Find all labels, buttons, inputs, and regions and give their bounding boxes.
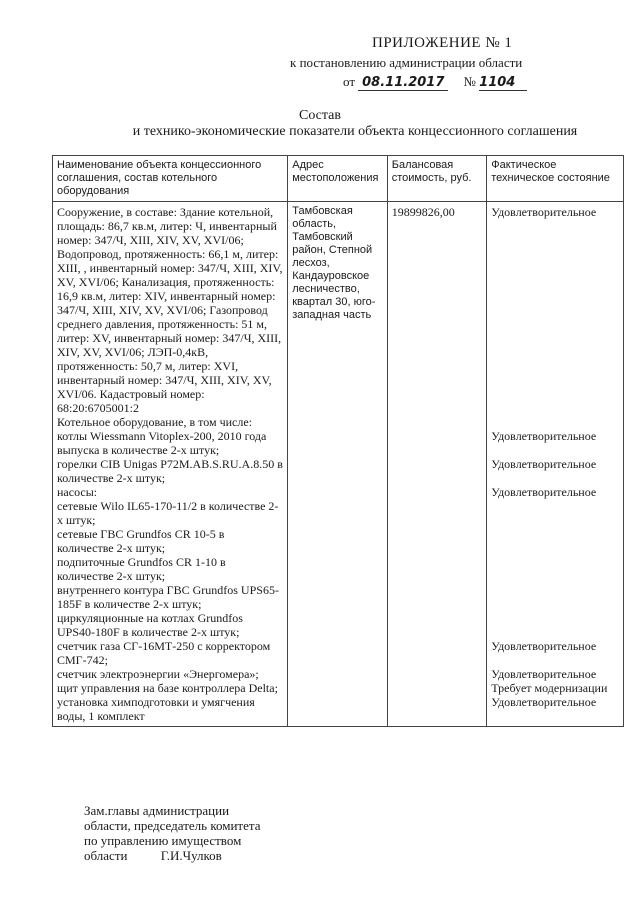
signature-block [84,803,260,863]
header-balance: Балансовая стоимость, руб. [387,156,487,202]
list-item: установка химподготовки и умягчения воды, 1 комплект [57,695,255,723]
signature-line-4 [84,848,260,863]
status-building: Удовлетворительное [491,205,597,219]
table-header-row [53,156,624,202]
status-cell [487,202,624,727]
list-item: щит управления на базе контроллера Delta; [57,681,278,695]
concession-object-table [52,155,624,727]
status-control-panel: Требует модернизации [491,681,608,695]
appendix-date-line [343,74,527,91]
list-item: насосы: [57,485,98,499]
status-gas-meter: Удовлетворительное [491,639,597,653]
signature-line-2: области, председатель комитета [84,818,261,833]
document-title: Состав [298,108,341,123]
list-item: счетчик электроэнергии «Энергомера»; [57,667,259,681]
list-item: сетевые Wilo IL65-170-11/2 в количестве 2-х штук; [57,499,279,527]
status-power-meter: Удовлетворительное [491,667,597,681]
status-burners: Удовлетворительное [491,457,597,471]
header-address: Адрес местоположения [288,156,388,202]
list-item: подпиточные Grundfos CR 1-10 в количестве 2-х штук; [57,555,226,583]
list-item: циркуляционные на котлах Grundfos UPS40-180F в количестве 2-х штук; [57,611,243,639]
signature-line-3: по управлению имуществом [84,833,242,848]
table-row [53,202,624,727]
from-label: от [343,74,356,89]
signatory-name: Г.И.Чулков [160,848,222,863]
decree-date: 08.11.2017 [358,75,448,91]
list-item: сетевые ГВС Grundfos CR 10-5 в количестве 2-х штук; [57,527,225,555]
list-item: Котельное оборудование, в том числе: [57,415,253,429]
address-cell: Тамбовская область, Тамбовский район, Степной лесхоз, Кандауровское лесничество, квартал 30, юго-западная часть [288,202,388,727]
status-pumps: Удовлетворительное [491,485,597,499]
number-label: № [463,74,476,89]
signature-line-1: Зам.главы администрации [84,803,230,818]
status-water-treatment: Удовлетворительное [491,695,597,709]
appendix-title: ПРИЛОЖЕНИЕ № 1 [372,35,513,51]
list-item: горелки CIB Unigas P72M.AB.S.RU.A.8.50 в количестве 2-х штук; [57,457,283,485]
status-boilers: Удовлетворительное [491,429,597,443]
appendix-subtitle: к постановлению администрации области [290,55,523,70]
header-status: Фактическое техническое состояние [487,156,624,202]
list-item: внутреннего контура ГВС Grundfos UPS65-185F в количестве 2-х штук; [57,583,279,611]
document-subtitle: и технико-экономические показатели объекта концессионного соглашения [132,124,578,139]
balance-cell: 19899826,00 [387,202,487,727]
decree-number: 1104 [479,75,527,91]
object-name-cell [53,202,288,727]
list-item: счетчик газа СГ-16МТ-250 с корректором СМГ-742; [57,639,271,667]
signature-region: области [84,848,128,863]
header-name: Наименование объекта концессионного соглашения, состав котельного оборудования [53,156,288,202]
list-item: Сооружение, в составе: Здание котельной, площадь: 86,7 кв.м, литер: Ч, инвентарный номер: 347/Ч, XIII, XIV, XV, XVI/06; Водопровод, протяженность: 66,1 м, литер: XIII, , инвентарный номер: 347/Ч, XIII, XIV, XV, XVI/06; Канализация, протяженность: 16,9 кв.м, литер: XIV, инвентарный номер: 347/Ч, XIII, XIV, XV, XVI/06; Газопровод среднего давления, протяженность: 51 м, литер: XV, инвентарный номер: 347/Ч, XIII, XIV, XV, XVI/06; ЛЭП-0,4кВ, протяженность: 50,7 м, литер: XVI, инвентарный номер: 347/Ч, XIII, XIV, XV, XVI/06. Кадастровый номер: 68:20:6705001:2 [57,205,283,415]
list-item: котлы Wiessmann Vitoplex-200, 2010 года выпуска в количестве 2-х штук; [57,429,267,457]
